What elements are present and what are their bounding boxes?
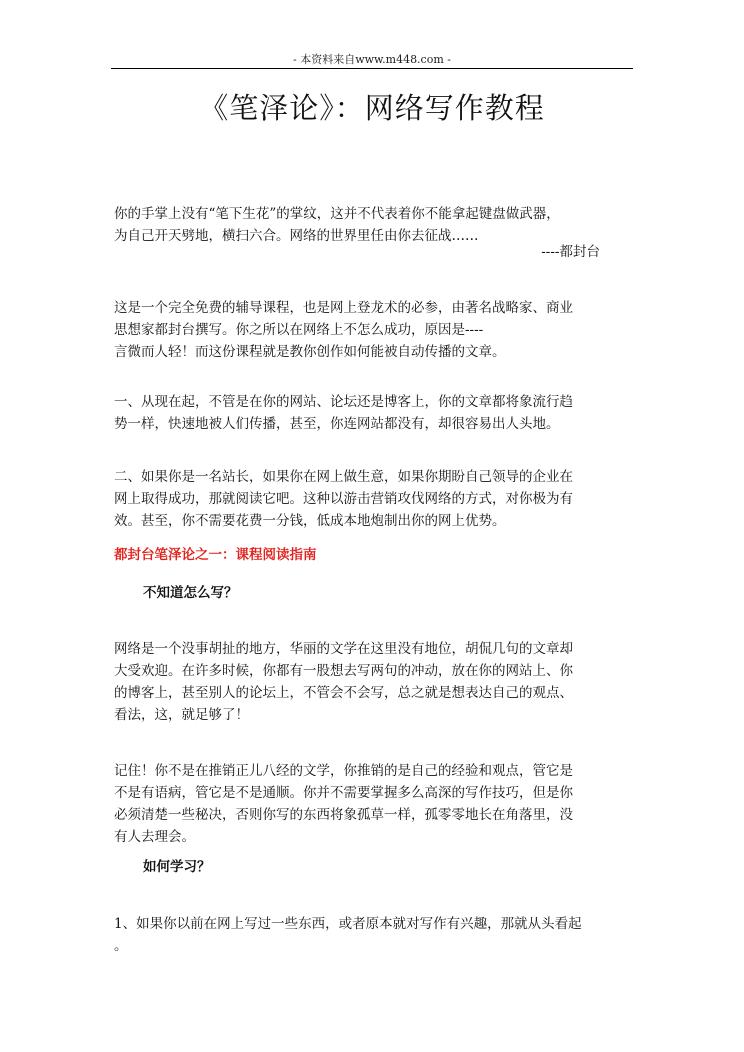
- point-two-paragraph: [114, 466, 638, 532]
- remember-paragraph: [114, 760, 638, 848]
- point-one-line: 一、从现在起，不管是在你的网站、论坛还是博客上，你的文章都将象流行趋: [114, 394, 573, 410]
- point-two-line: 效。甚至，你不需要花费一分钱，低成本地炮制出你的网上优势。: [114, 513, 506, 529]
- remember-line: 记住！你不是在推销正儿八经的文学，你推销的是自己的经验和观点，管它是: [114, 763, 573, 779]
- quote-attribution: ----都封台: [541, 244, 600, 260]
- remember-line: 必须清楚一些秘决，否则你写的东西将象孤草一样，孤零零地长在角落里，没: [114, 807, 573, 823]
- network-paragraph: [114, 638, 638, 726]
- document-title: 《笔泽论》：网络写作教程: [199, 91, 545, 125]
- header-divider: [111, 68, 633, 69]
- network-line: 网络是一个没事胡扯的地方，华丽的文学在这里没有地位，胡侃几句的文章却: [114, 641, 573, 657]
- point-one-paragraph: [114, 391, 638, 435]
- question-heading-how-to-write: 不知道怎么写？: [143, 585, 238, 601]
- point-two-line: 二、如果你是一名站长，如果你在网上做生意，如果你期盼自己领导的企业在: [114, 469, 573, 485]
- quote-line: 你的手掌上没有“笔下生花”的掌纹，这并不代表着你不能拿起键盘做武器，: [114, 206, 560, 222]
- section-heading: 都封台笔泽论之一：课程阅读指南: [114, 547, 317, 563]
- intro-line: 言微而人轻！而这份课程就是教你创作如何能被自动传播的文章。: [114, 344, 506, 360]
- network-line: 的博客上，甚至别人的论坛上，不管会不会写，总之就是想表达自己的观点、: [114, 685, 573, 701]
- network-line: 看法，这，就足够了！: [114, 707, 249, 723]
- point-two-line: 网上取得成功，那就阅读它吧。这种以游击营销攻伐网络的方式，对你极为有: [114, 491, 573, 507]
- step-one-line: 1、如果你以前在网上写过一些东西，或者原本就对写作有兴趣，那就从头看起: [114, 916, 582, 932]
- step-one-line: 。: [114, 938, 128, 954]
- intro-line: 这是一个完全免费的辅导课程，也是网上登龙术的必参，由著名战略家、商业: [114, 300, 573, 316]
- step-one-paragraph: [114, 913, 638, 957]
- point-one-line: 势一样，快速地被人们传播，甚至，你连网站都没有，却很容易出人头地。: [114, 416, 560, 432]
- remember-line: 不是有语病，管它是不是通顺。你并不需要掌握多么高深的写作技巧，但是你: [114, 785, 573, 801]
- page-header-source: - 本资料来自www.m448.com -: [292, 53, 451, 66]
- quote-line: 为自己开天劈地，横扫六合。网络的世界里任由你去征战……: [114, 228, 479, 244]
- question-heading-how-to-learn: 如何学习？: [143, 859, 211, 875]
- intro-paragraph: [114, 297, 638, 363]
- remember-line: 有人去理会。: [114, 829, 195, 845]
- network-line: 大受欢迎。在许多时候，你都有一股想去写两句的冲动，放在你的网站上、你: [114, 663, 573, 679]
- intro-line: 思想家都封台撰写。你之所以在网络上不怎么成功，原因是----: [114, 322, 484, 338]
